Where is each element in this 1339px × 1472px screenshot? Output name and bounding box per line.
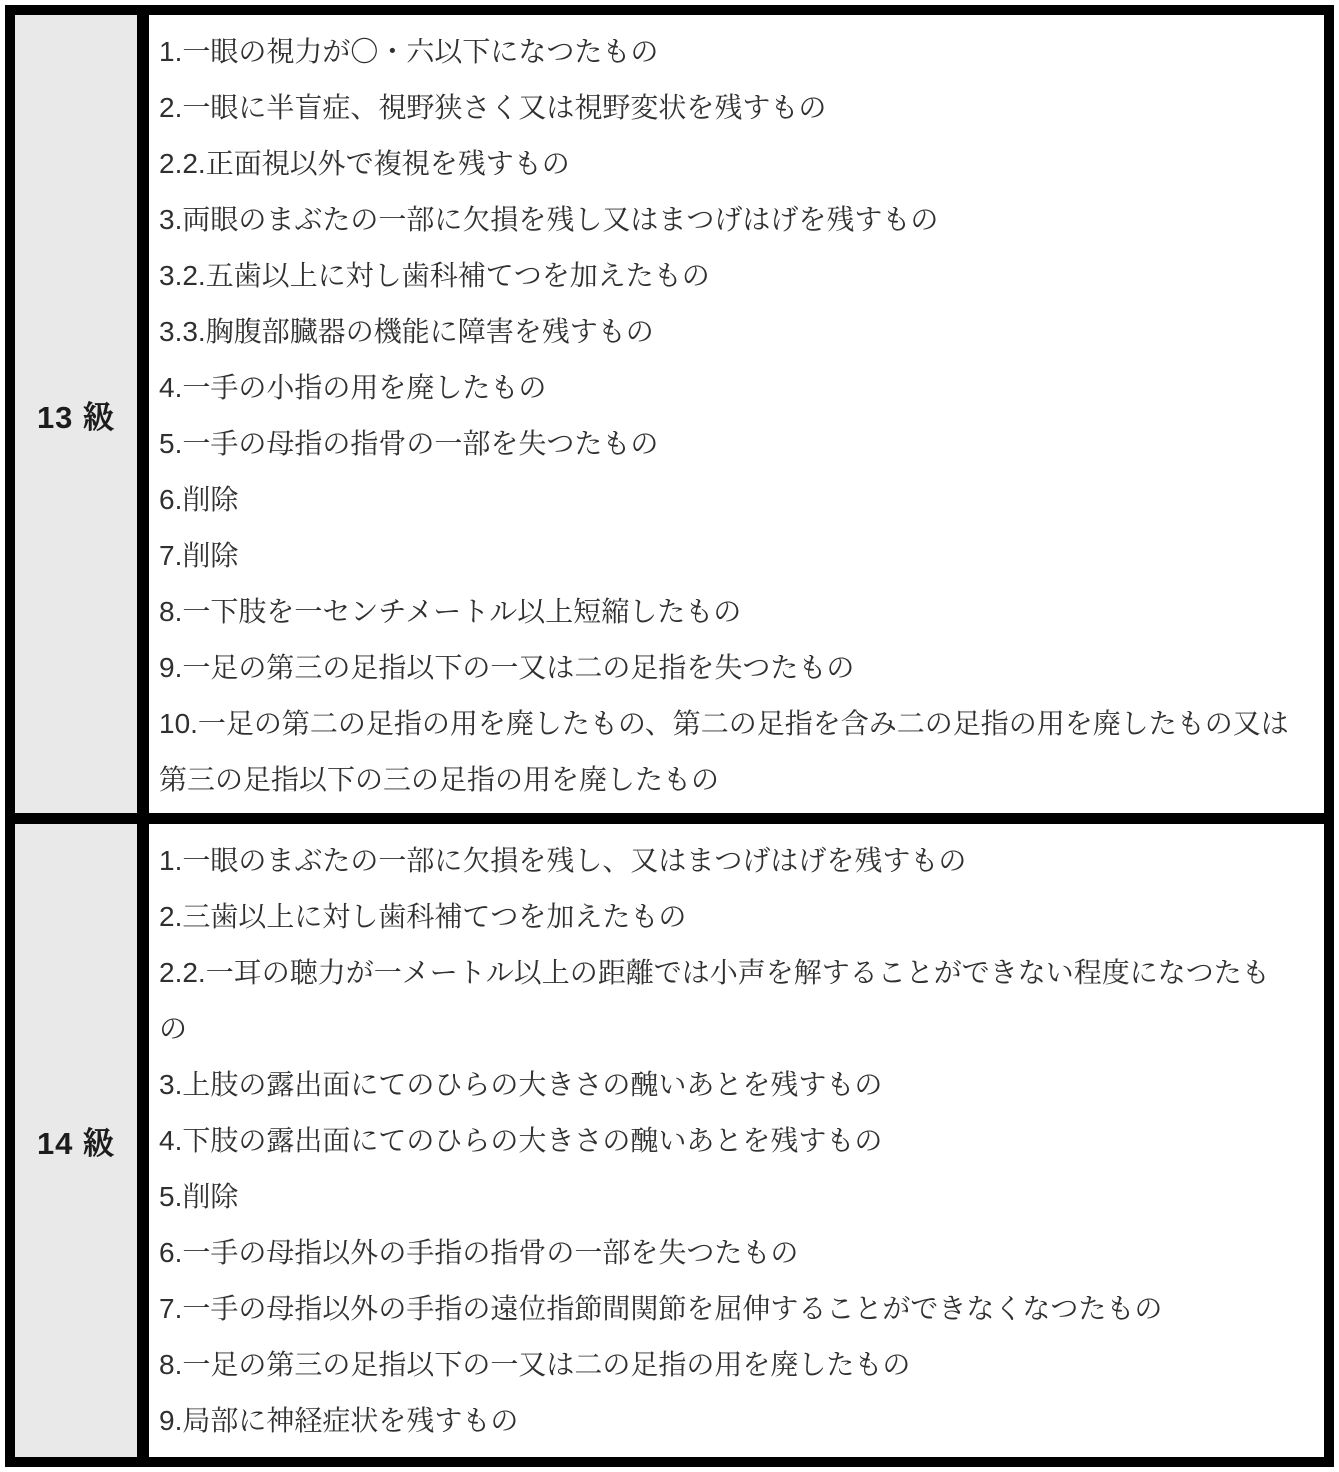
item-text: 3.両眼のまぶたの一部に欠損を残し又はまつげはげを残すもの (159, 204, 939, 235)
item-text: 4.下肢の露出面にてのひらの大きさの醜いあとを残すもの (159, 1125, 883, 1156)
item-text: 3.上肢の露出面にてのひらの大きさの醜いあとを残すもの (159, 1069, 883, 1100)
item-text: 7.削除 (159, 540, 239, 571)
item-text: 8.一下肢を一センチメートル以上短縮したもの (159, 596, 742, 627)
item-text: 3.3.胸腹部臓器の機能に障害を残すもの (159, 316, 654, 347)
item-text: 7.一手の母指以外の手指の遠位指節間関節を屈伸することができなくなつたもの (159, 1293, 1163, 1324)
item-text: 2.三歯以上に対し歯科補てつを加えたもの (159, 901, 687, 932)
item-text: 5.一手の母指の指骨の一部を失つたもの (159, 428, 659, 459)
grade-label: 13 級 (36, 399, 116, 435)
item-text: 6.一手の母指以外の手指の指骨の一部を失つたもの (159, 1237, 799, 1268)
item-text: 4.一手の小指の用を廃したもの (159, 372, 547, 403)
grade-label-cell (15, 824, 149, 1457)
item-text: 3.2.五歯以上に対し歯科補てつを加えたもの (159, 260, 710, 291)
item-text: 5.削除 (159, 1181, 239, 1212)
item-text: 1.一眼の視力が〇・六以下になつたもの (159, 36, 659, 67)
item-text: 6.削除 (159, 484, 239, 515)
grade-items-cell (149, 824, 1324, 1457)
item-text: 1.一眼のまぶたの一部に欠損を残し、又はまつげはげを残すもの (159, 845, 967, 876)
item-text: 10.一足の第二の足指の用を廃したもの、第二の足指を含み二の足指の用を廃したもの又は第三の足指以下の三の足指の用を廃したもの (159, 708, 1289, 795)
item-text: 9.一足の第三の足指以下の一又は二の足指を失つたもの (159, 652, 855, 683)
disability-grade-table (5, 5, 1334, 1467)
grade-label: 14 級 (36, 1126, 116, 1161)
grade-label-cell (15, 15, 149, 813)
item-text: 2.2.一耳の聴力が一メートル以上の距離では小声を解することができない程度になつたもの (159, 957, 1270, 1044)
item-text: 9.局部に神経症状を残すもの (159, 1405, 519, 1436)
grade-items-cell (149, 15, 1324, 813)
item-text: 2.一眼に半盲症、視野狭さく又は視野変状を残すもの (159, 92, 827, 123)
item-text: 8.一足の第三の足指以下の一又は二の足指の用を廃したもの (159, 1349, 911, 1380)
item-text: 2.2.正面視以外で複視を残すもの (159, 148, 570, 179)
grade-row-13級 (15, 15, 1324, 813)
grade-row-14級 (15, 813, 1324, 1457)
